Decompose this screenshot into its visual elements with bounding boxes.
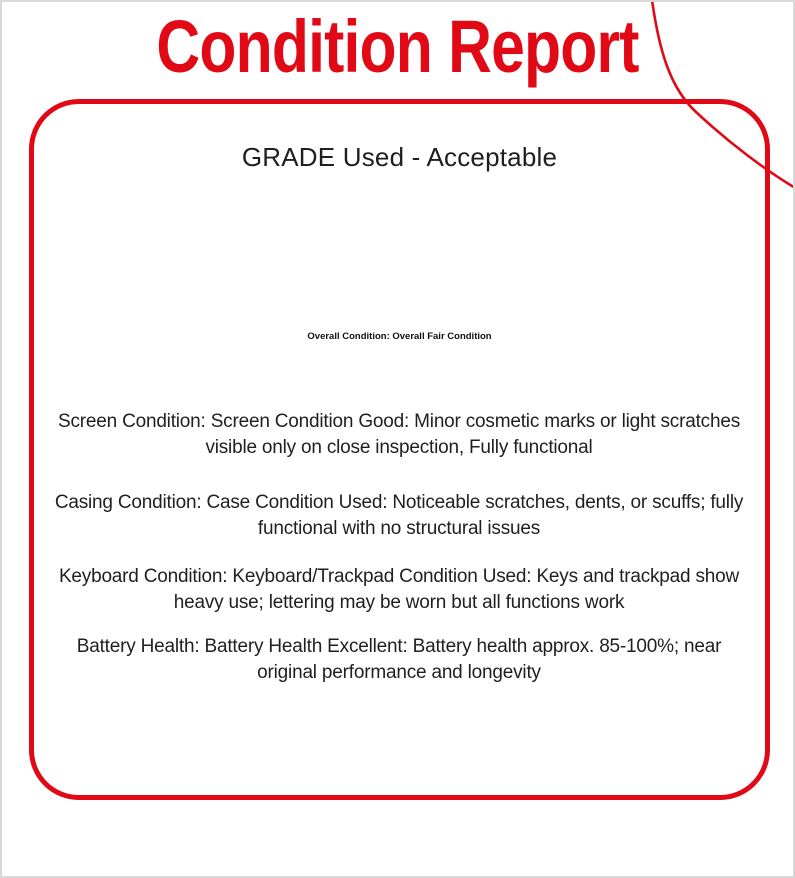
keyboard-condition-text: Keyboard Condition: Keyboard/Trackpad Condition Used: Keys and trackpad show heavy use; lettering may be worn but all functions work [58,566,740,613]
screen-condition-text: Screen Condition: Screen Condition Good: Minor cosmetic marks or light scratches visible only on close inspection, Fully functional [57,411,741,458]
battery-health-text: Battery Health: Battery Health Excellent: Battery health approx. 85-100%; near original performance and longevity [76,636,722,683]
casing-condition-text: Casing Condition: Case Condition Used: Noticeable scratches, dents, or scuffs; fully functional with no structural issues [54,492,744,539]
report-card-frame [29,99,770,800]
overall-condition-text: Overall Condition: Overall Fair Condition [307,331,492,342]
grade-heading: GRADE Used - Acceptable [241,142,558,172]
page-title: Condition Report [156,5,639,88]
